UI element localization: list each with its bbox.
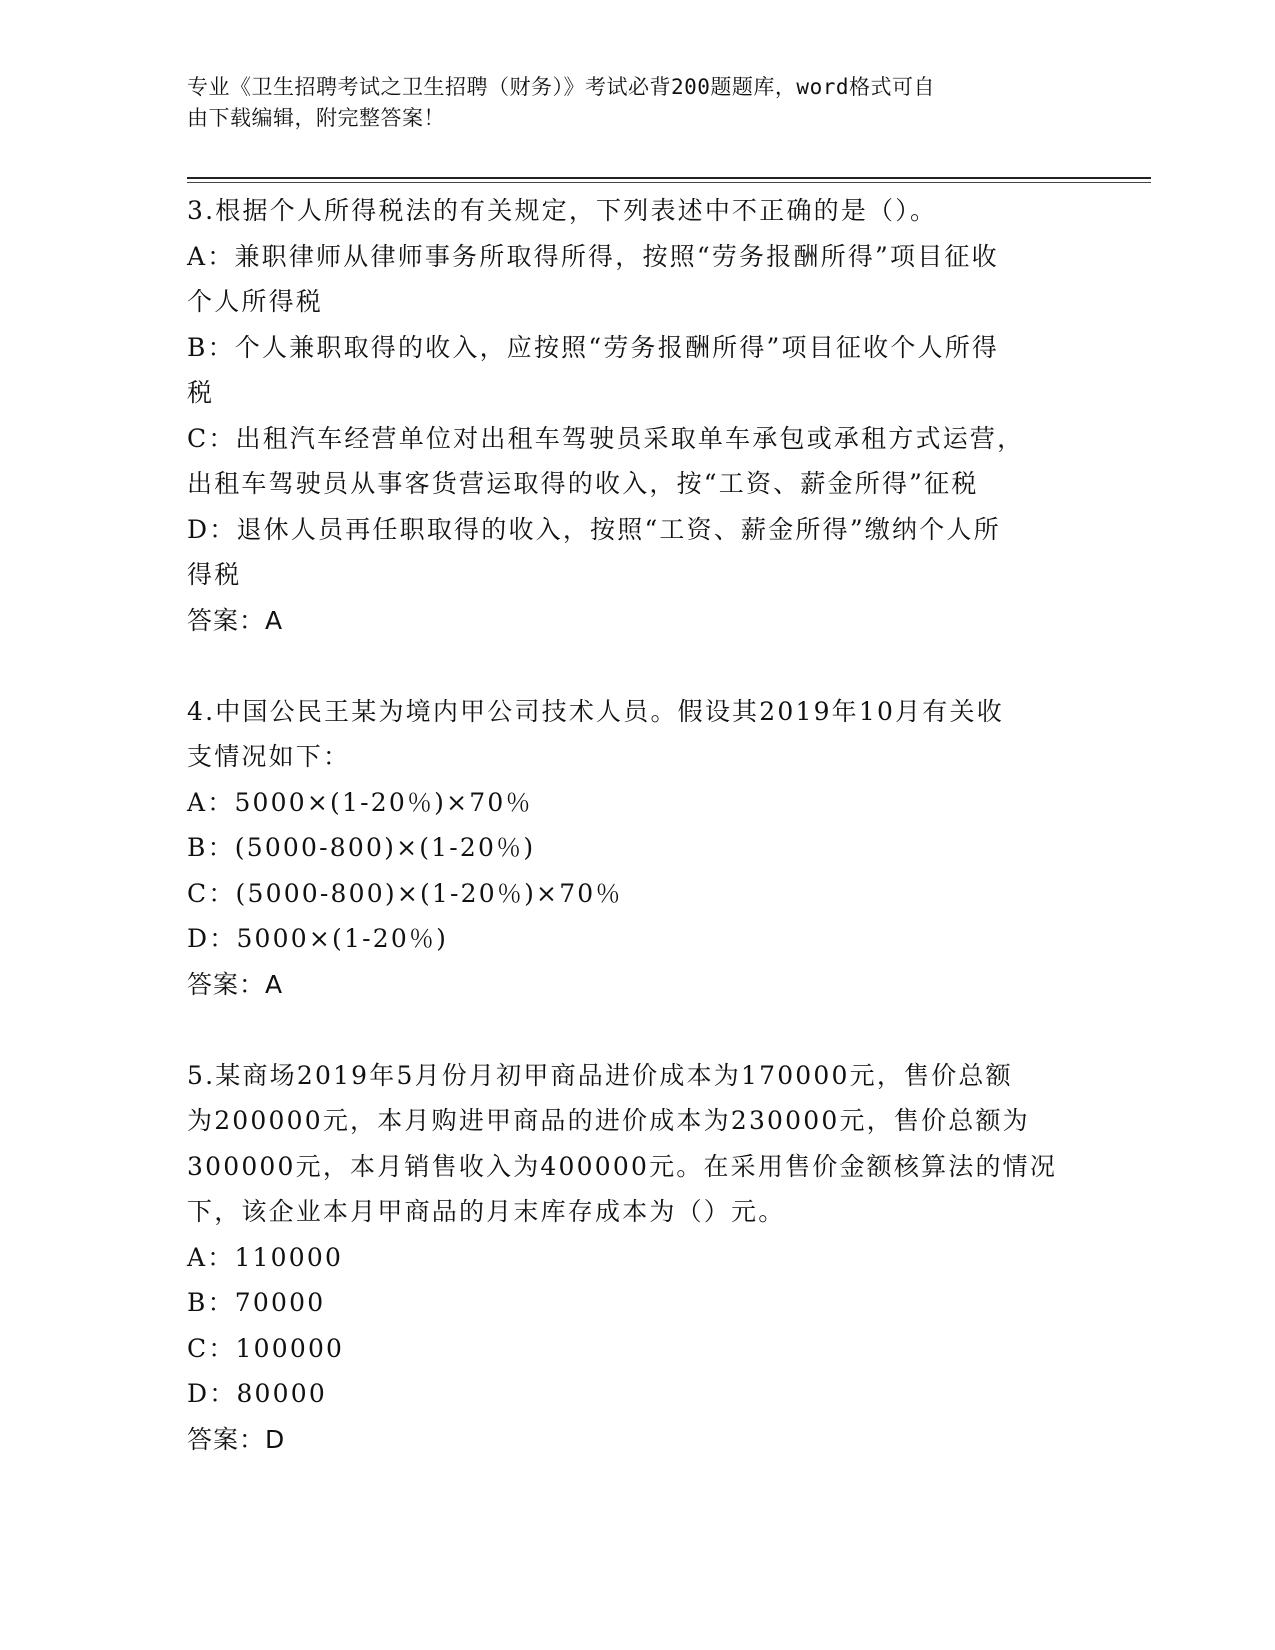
question-3: [187, 188, 1087, 643]
option-d-line: D：退休人员再任职取得的收入，按照“工资、薪金所得”缴纳个人所: [187, 514, 1001, 544]
header-line-1: 专业《卫生招聘考试之卫生招聘（财务）》考试必背200题题库，word格式可自: [187, 75, 935, 99]
option-d-line: D：5000×(1-20％): [187, 924, 449, 953]
question-4: [187, 689, 1087, 1008]
option-c-line: 出租车驾驶员从事客货营运取得的收入，按“工资、薪金所得”征税: [187, 469, 979, 498]
option-b-line: B：个人兼职取得的收入，应按照“劳务报酬所得”项目征收个人所得: [187, 332, 1000, 362]
option-a-line: 个人所得税: [187, 287, 324, 316]
question-stem-line: 下，该企业本月甲商品的月末库存成本为（）元。: [187, 1197, 786, 1226]
question-5: [187, 1053, 1087, 1463]
document-header: [187, 72, 1067, 134]
answer-label: 答案：A: [187, 969, 284, 999]
option-d-line: D：80000: [187, 1379, 327, 1408]
question-stem-line: 3.根据个人所得税法的有关规定，下列表述中不正确的是（）。: [187, 196, 938, 225]
question-list: [187, 188, 1087, 1462]
option-a-line: A：5000×(1-20％)×70％: [187, 787, 533, 817]
option-d-line: 得税: [187, 560, 242, 589]
header-line-2: 由下载编辑，附完整答案！: [187, 106, 445, 130]
option-c-line: C：(5000-800)×(1-20％)×70％: [187, 878, 623, 908]
option-a-line: A：兼职律师从律师事务所取得所得，按照“劳务报酬所得”项目征收: [187, 241, 999, 271]
question-stem-line: 5.某商场2019年5月份月初甲商品进价成本为170000元，售价总额: [187, 1060, 1013, 1090]
spacer: [187, 643, 1087, 689]
option-c-line: C：出租汽车经营单位对出租车驾驶员采取单车承包或承租方式运营，: [187, 423, 1025, 453]
question-stem-line: 4.中国公民王某为境内甲公司技术人员。假设其2019年10月有关收: [187, 696, 1004, 726]
spacer: [187, 1007, 1087, 1053]
option-c-line: C：100000: [187, 1333, 345, 1363]
question-stem-line: 300000元，本月销售收入为400000元。在采用售价金额核算法的情况: [187, 1151, 1058, 1181]
option-a-line: A：110000: [187, 1242, 344, 1272]
option-b-line: B：70000: [187, 1288, 326, 1317]
answer-label: 答案：D: [187, 1424, 286, 1454]
question-stem-line: 支情况如下：: [187, 742, 351, 771]
option-b-line: 税: [187, 378, 215, 407]
header-divider-thick: [187, 177, 1151, 179]
header-divider-thin: [187, 182, 1151, 183]
option-b-line: B：(5000-800)×(1-20％): [187, 833, 536, 862]
question-stem-line: 为200000元，本月购进甲商品的进价成本为230000元，售价总额为: [187, 1106, 1030, 1135]
answer-label: 答案：A: [187, 605, 284, 635]
